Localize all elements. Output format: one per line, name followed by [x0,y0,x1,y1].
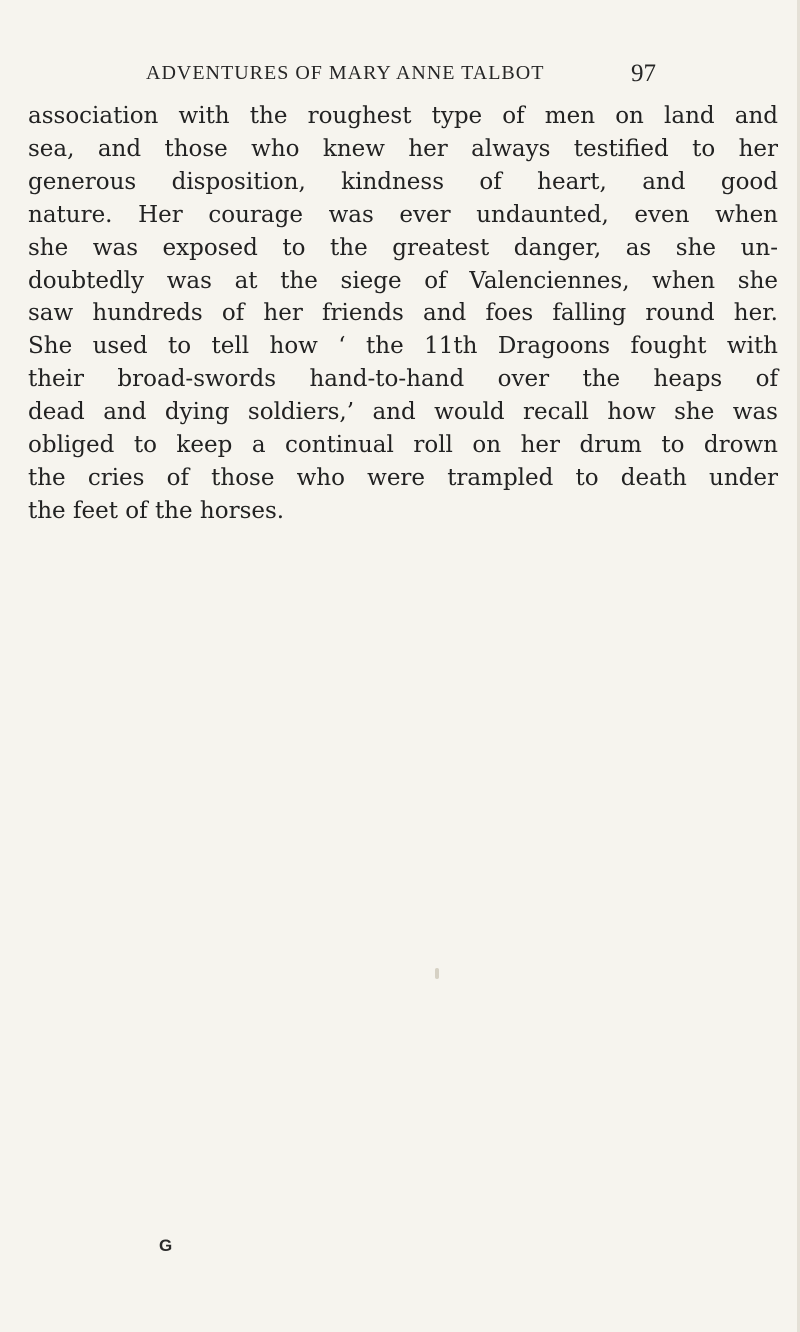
text-line: doubtedly was at the siege of Valenciennes, when she [28,267,778,294]
page-header [0,60,800,92]
text-line: she was exposed to the greatest danger, as she un- [28,234,778,261]
text-line: their broad-swords hand-to-hand over the heaps of [28,366,778,393]
text-line: dead and dying soldiers,’ and would recall how she was [28,399,778,426]
text-line: obliged to keep a continual roll on her drum to drown [28,432,778,459]
body-paragraph [28,100,778,528]
text-line: She used to tell how ‘ the 11th Dragoons fought with [28,333,778,360]
running-head: ADVENTURES OF MARY ANNE TALBOT [146,62,545,84]
signature-mark: G [159,1236,173,1255]
page-number: 97 [631,60,656,87]
text-line: nature. Her courage was ever undaunted, even when [28,201,778,228]
text-line: saw hundreds of her friends and foes falling round her. [28,300,778,327]
ink-smudge [435,968,439,979]
text-line: the cries of those who were trampled to death under [28,464,778,491]
text-line: generous disposition, kindness of heart, and good [28,168,778,195]
text-line: the feet of the horses. [28,497,285,524]
text-line: association with the roughest type of men on land and [28,103,778,129]
text-line: sea, and those who knew her always testified to her [28,135,778,162]
